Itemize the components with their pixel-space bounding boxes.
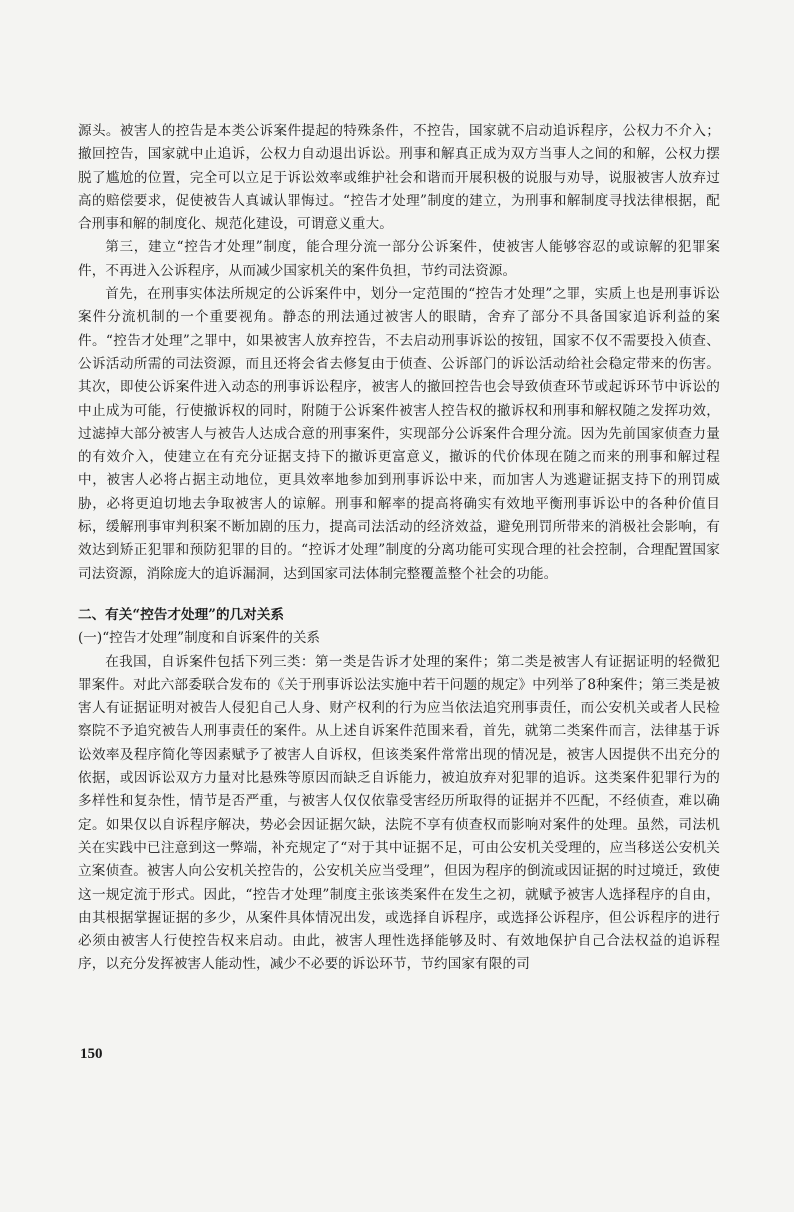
paragraph-continuation: 源头。被害人的控告是本类公诉案件提起的特殊条件，不控告，国家就不启动追诉程序，公权力不介入；撤回控告，国家就中止追诉，公权力自动退出诉讼。刑事和解真正成为双方当事人之间的和解，公权力摆脱了尴尬的位置，完全可以立足于诉讼效率或维护社会和谐而开展积极的说服与劝导，说服被害人放弃过高的赔偿要求，促使被告人真诚认罪悔过。“控告才处理”制度的建立，为刑事和解制度寻找法律根据，配合刑事和解的制度化、规范化建设，可谓意义重大。 bbox=[78, 123, 720, 233]
section-heading: 二、有关“控告才处理”的几对关系 bbox=[78, 606, 284, 623]
subsection-heading: (一)“控告才处理”制度和自诉案件的关系 bbox=[78, 630, 321, 647]
paragraph-third-point: 第三，建立“控告才处理”制度，能合理分流一部分公诉案件，使被害人能够容忍的或谅解的犯罪案件，不再进入公诉程序，从而减少国家机关的案件负担，节约司法资源。 bbox=[78, 239, 720, 279]
page-body bbox=[78, 120, 720, 977]
page-number: 150 bbox=[80, 1046, 103, 1062]
paragraph-private-prosecution: 在我国，自诉案件包括下列三类：第一类是告诉才处理的案件；第二类是被害人有证据证明的轻微犯罪案件。对此六部委联合发布的《关于刑事诉讼法实施中若干问题的规定》中列举了8种案件；第三类是被害人有证据证明对被告人侵犯自己人身、财产权利的行为应当依法追究刑事责任，而公安机关或者人民检察院不予追究被告人刑事责任的案件。从上述自诉案件范围来看，首先，就第二类案件而言，法律基于诉讼效率及程序简化等因素赋予了被害人自诉权，但该类案件常常出现的情况是，被害人因提供不出充分的依据，或因诉讼双方力量对比悬殊等原因而缺乏自诉能力，被迫放弃对犯罪的追诉。这类案件犯罪行为的多样性和复杂性，情节是否严重，与被害人仅仅依靠受害经历所取得的证据并不匹配，不经侦查，难以确定。如果仅以自诉程序解决，势必会因证据欠缺，法院不享有侦查权而影响对案件的处理。虽然，司法机关在实践中已注意到这一弊端，补充规定了“对于其中证据不足，可由公安机关受理的，应当移送公安机关立案侦查。被害人向公安机关控告的，公安机关应当受理”，但因为程序的倒流或因证据的时过境迁，致使这一规定流于形式。因此，“控告才处理”制度主张该类案件在发生之初，就赋予被害人选择程序的自由，由其根据掌握证据的多少，从案件具体情况出发，或选择自诉程序，或选择公诉程序，但公诉程序的进行必须由被害人行使控告权来启动。由此，被害人理性选择能够及时、有效地保护自己合法权益的追诉程序，以充分发挥被害人能动性，减少不必要的诉讼环节，节约国家有限的司 bbox=[78, 653, 720, 973]
paragraph-first-second: 首先，在刑事实体法所规定的公诉案件中，划分一定范围的“控告才处理”之罪，实质上也是刑事诉讼案件分流机制的一个重要视角。静态的刑法通过被害人的眼睛，舍弃了部分不具备国家追诉利益的案件。“控告才处理”之罪中，如果被害人放弃控告，不去启动刑事诉讼的按钮，国家不仅不需要投入侦查、公诉活动所需的司法资源，而且还将会省去修复由于侦查、公诉部门的诉讼活动给社会稳定带来的伤害。其次，即使公诉案件进入动态的刑事诉讼程序，被害人的撤回控告也会导致侦查环节或起诉环节中诉讼的中止成为可能，行使撤诉权的同时，附随于公诉案件被害人控告权的撤诉权和刑事和解权随之发挥功效，过滤掉大部分被害人与被告人达成合意的刑事案件，实现部分公诉案件合理分流。因为先前国家侦查力量的有效介入，使建立在有充分证据支持下的撤诉更富意义，撤诉的代价体现在随之而来的刑事和解过程中，被害人必将占据主动地位，更具效率地参加到刑事诉讼中来，而加害人为逃避证据支持下的刑罚威胁，必将更迫切地去争取被害人的谅解。刑事和解率的提高将确实有效地平衡刑事诉讼中的各种价值目标，缓解刑事审判积案不断加剧的压力，提高司法活动的经济效益，避免刑罚所带来的消极社会影响，有效达到矫正犯罪和预防犯罪的目的。“控诉才处理”制度的分离功能可实现合理的社会控制，合理配置国家司法资源，消除庞大的追诉漏洞，达到国家司法体制完整覆盖整个社会的功能。 bbox=[78, 286, 720, 582]
